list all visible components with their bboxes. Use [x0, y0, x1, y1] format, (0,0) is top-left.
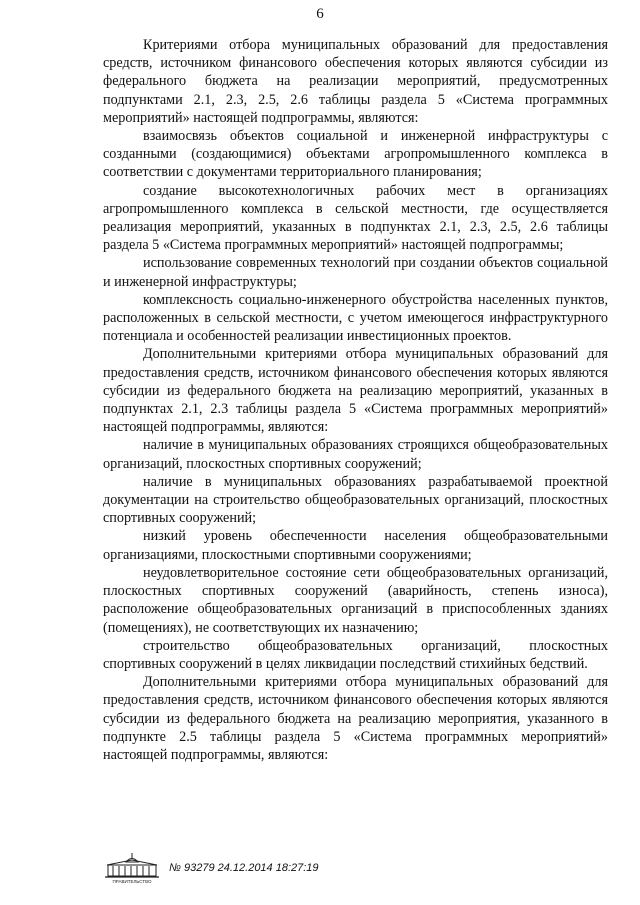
paragraph: строительство общеобразовательных организаций, плоскостных спортивных сооружений в целях ликвидации последствий стихийных бедствий. [103, 637, 608, 672]
paragraph: Дополнительными критериями отбора муниципальных образований для предоставления средств, источником финансового обеспечения которых являются субсидии из федерального бюджета на реализацию мероприятий, указанных в подпунктах 2.1, 2.3 таблицы раздела 5 «Система программных мероприятий» настоящей подпрограммы, являются: [103, 346, 608, 436]
paragraph: наличие в муниципальных образованиях разрабатываемой проектной документации на строительство общеобразовательных организаций, плоскостных спортивных сооружений; [103, 473, 608, 527]
paragraph: использование современных технологий при создании объектов социальной и инженерной инфраструктуры; [103, 255, 608, 290]
paragraph: неудовлетворительное состояние сети общеобразовательных организаций, плоскостных спортивных сооружений (аварийность, степень износа), расположение общеобразовательных организаций в приспособленных зданиях (помещениях), не соответствующих их назначению; [103, 564, 608, 636]
paragraph: наличие в муниципальных образованиях строящихся общеобразовательных организаций, плоскостных спортивных сооружений; [103, 437, 608, 472]
paragraph: создание высокотехнологичных рабочих мест в организациях агропромышленного комплекса в сельской местности, где осуществляется реализация мероприятий, указанных в подпунктах 2.1, 2.3, 2.5, 2.6 таблицы раздела 5 «Система программных мероприятий» настоящей подпрограммы; [103, 182, 608, 254]
paragraph: Дополнительными критериями отбора муниципальных образований для предоставления средств, источником финансового обеспечения которых являются субсидии из федерального бюджета на реализацию мероприятия, указанного в подпункте 2.5 таблицы раздела 5 «Система программных мероприятий» настоящей подпрограммы, являются: [103, 674, 608, 763]
document-body [103, 36, 608, 764]
paragraph: низкий уровень обеспеченности населения общеобразовательными организациями, плоскостными спортивными сооружениями; [103, 528, 608, 563]
government-building-icon [103, 851, 161, 885]
paragraph: Критериями отбора муниципальных образований для предоставления средств, источником финансового обеспечения которых являются субсидии из федерального бюджета на реализации мероприятий, предусмотренных подпунктами 2.1, 2.3, 2.5, 2.6 таблицы раздела 5 «Система программных мероприятий» настоящей подпрограммы, являются: [103, 37, 608, 126]
paragraph: взаимосвязь объектов социальной и инженерной инфраструктуры с созданными (создающимися) объектами агропромышленного комплекса в соответствии с документами территориального планирования; [103, 128, 608, 181]
registration-stamp: № 93279 24.12.2014 18:27:19 [169, 862, 319, 874]
paragraph: комплексность социально-инженерного обустройства населенных пунктов, расположенных в сельской местности, с учетом имеющегося инфраструктурного потенциала и особенностей реализации инвестиционных проектов. [103, 291, 608, 345]
page-number: 6 [316, 6, 324, 22]
document-footer [103, 851, 319, 885]
svg-text:ПРАВИТЕЛЬСТВО: ПРАВИТЕЛЬСТВО [112, 879, 152, 884]
